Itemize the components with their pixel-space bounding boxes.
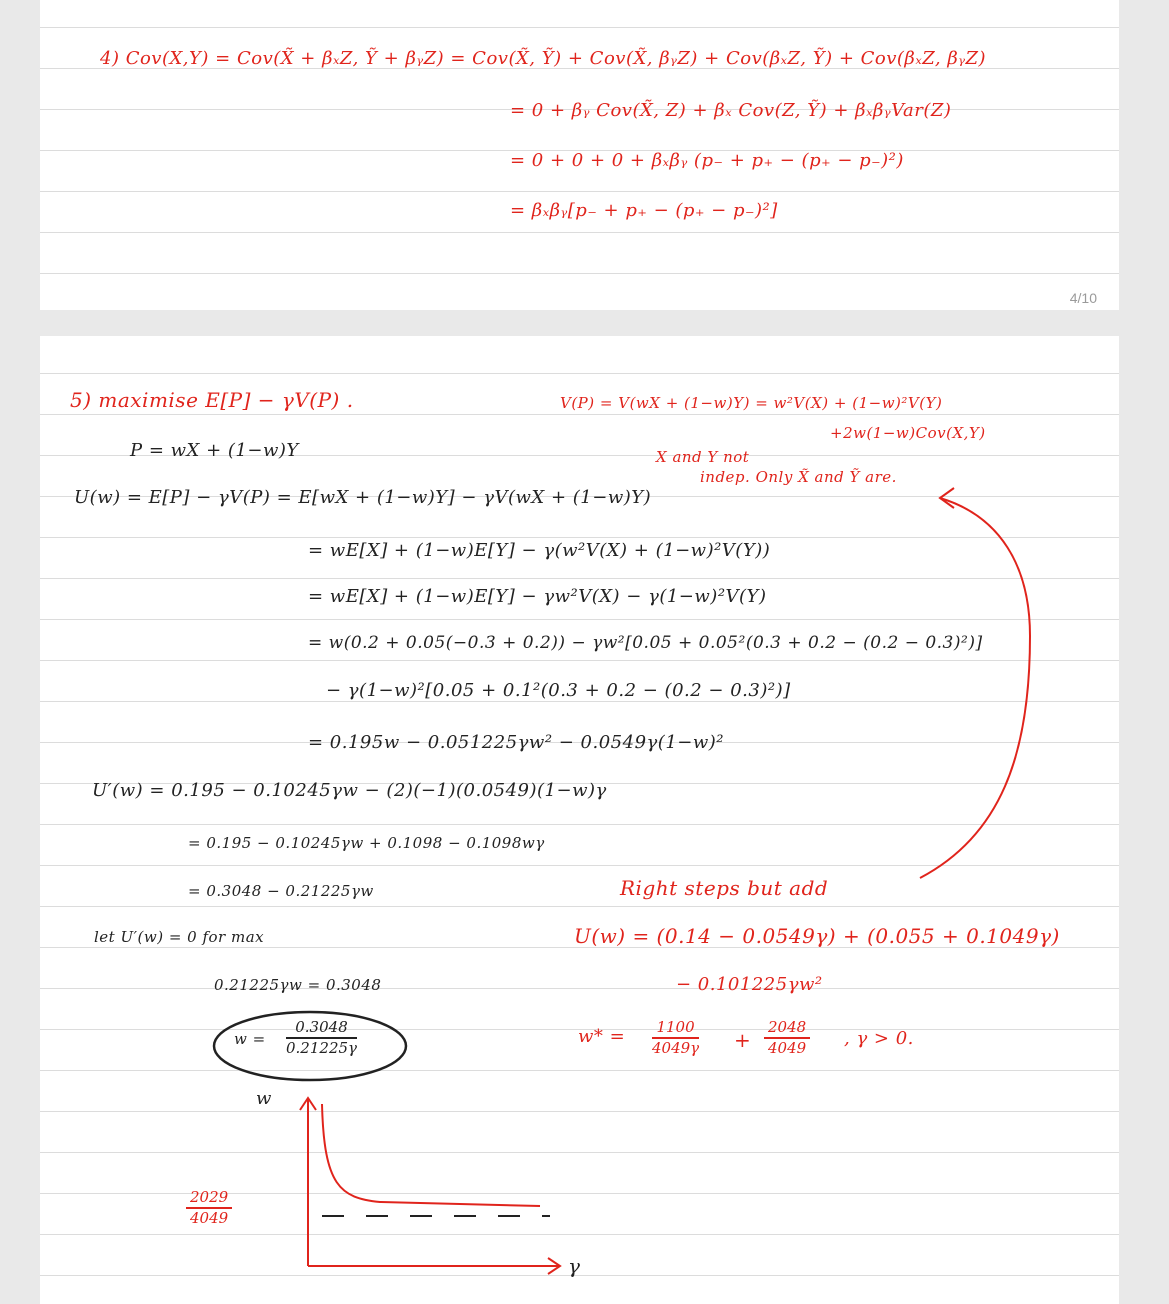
- answer-denominator: 0.21225γ: [286, 1039, 357, 1057]
- graph-y-label: w: [256, 1088, 272, 1109]
- u-line-6: = 0.195w − 0.051225γw² − 0.0549γ(1−w)²: [308, 732, 725, 753]
- asymptote-denominator: 4049: [190, 1209, 229, 1227]
- q4-line-2: = 0 + βᵧ Cov(X̃, Z) + βₓ Cov(Z, Ỹ) + βₓβᵧVar(Z): [510, 100, 952, 121]
- term-2-denominator: 4049: [768, 1039, 807, 1057]
- u-correct-line-1: U(w) = (0.14 − 0.0549γ) + (0.055 + 0.1049γ): [574, 924, 1060, 948]
- derivative-line-1: U′(w) = 0.195 − 0.10245γw − (2)(−1)(0.0549)(1−w)γ: [92, 780, 607, 801]
- pen-strokes: [40, 336, 1119, 1304]
- w-star-label: w* =: [578, 1026, 626, 1047]
- right-steps-note: Right steps but add: [620, 876, 829, 900]
- graph-x-label: γ: [568, 1254, 581, 1278]
- variance-line-1: V(P) = V(wX + (1−w)Y) = w²V(X) + (1−w)²V(Y): [560, 394, 943, 412]
- term-1-numerator: 1100: [652, 1018, 699, 1039]
- q4-line-4: = βₓβᵧ[p₋ + p₊ − (p₊ − p₋)²]: [510, 200, 778, 221]
- xy-note-line-2: indep. Only X̃ and Ỹ are.: [700, 468, 897, 486]
- plus-sign: +: [734, 1028, 752, 1052]
- solve-line: 0.21225γw = 0.3048: [214, 976, 382, 994]
- q4-line-3: = 0 + 0 + 0 + βₓβᵧ (p₋ + p₊ − (p₊ − p₋)²): [510, 150, 904, 171]
- u-line-2: = wE[X] + (1−w)E[Y] − γ(w²V(X) + (1−w)²V(Y)): [308, 540, 771, 561]
- answer-prefix: w =: [234, 1030, 266, 1048]
- u-line-1: U(w) = E[P] − γV(P) = E[wX + (1−w)Y] − γV(wX + (1−w)Y): [74, 487, 652, 508]
- feedback-arrow: [920, 498, 1030, 878]
- asymptote-numerator: 2029: [186, 1188, 232, 1209]
- answer-numerator: 0.3048: [286, 1018, 357, 1039]
- derivative-line-3: = 0.3048 − 0.21225γw: [188, 882, 374, 900]
- u-line-5: − γ(1−w)²[0.05 + 0.1²(0.3 + 0.2 − (0.2 − 0.3)²)]: [326, 680, 791, 701]
- term-1-denominator: 4049γ: [652, 1039, 700, 1057]
- q4-line-1: 4) Cov(X,Y) = Cov(X̃ + βₓZ, Ỹ + βᵧZ) = Cov(X̃, Ỹ) + Cov(X̃, βᵧZ) + Cov(βₓZ, Ỹ) + Cov(βₓZ, βᵧZ): [100, 48, 987, 69]
- page-number: 4/10: [1069, 290, 1097, 306]
- answer-circle: [214, 1012, 406, 1080]
- gamma-condition: , γ > 0.: [844, 1028, 914, 1049]
- term-2-numerator: 2048: [764, 1018, 810, 1039]
- xy-note-line-1: X and Y not: [656, 448, 750, 466]
- u-line-4: = w(0.2 + 0.05(−0.3 + 0.2)) − γw²[0.05 + 0.05²(0.3 + 0.2 − (0.2 − 0.3)²)]: [308, 633, 983, 653]
- p-definition: P = wX + (1−w)Y: [130, 440, 299, 461]
- variance-line-2: +2w(1−w)Cov(X,Y): [830, 424, 986, 442]
- notebook-page-4: [40, 0, 1119, 310]
- q5-heading: 5) maximise E[P] − γV(P) .: [70, 388, 354, 412]
- u-correct-line-2: − 0.101225γw²: [676, 974, 823, 995]
- graph-curve: [322, 1104, 540, 1206]
- first-order-condition: let U′(w) = 0 for max: [94, 928, 265, 946]
- derivative-line-2: = 0.195 − 0.10245γw + 0.1098 − 0.1098wγ: [188, 834, 545, 852]
- notebook-page-5: [40, 336, 1119, 1304]
- u-line-3: = wE[X] + (1−w)E[Y] − γw²V(X) − γ(1−w)²V(Y): [308, 586, 767, 607]
